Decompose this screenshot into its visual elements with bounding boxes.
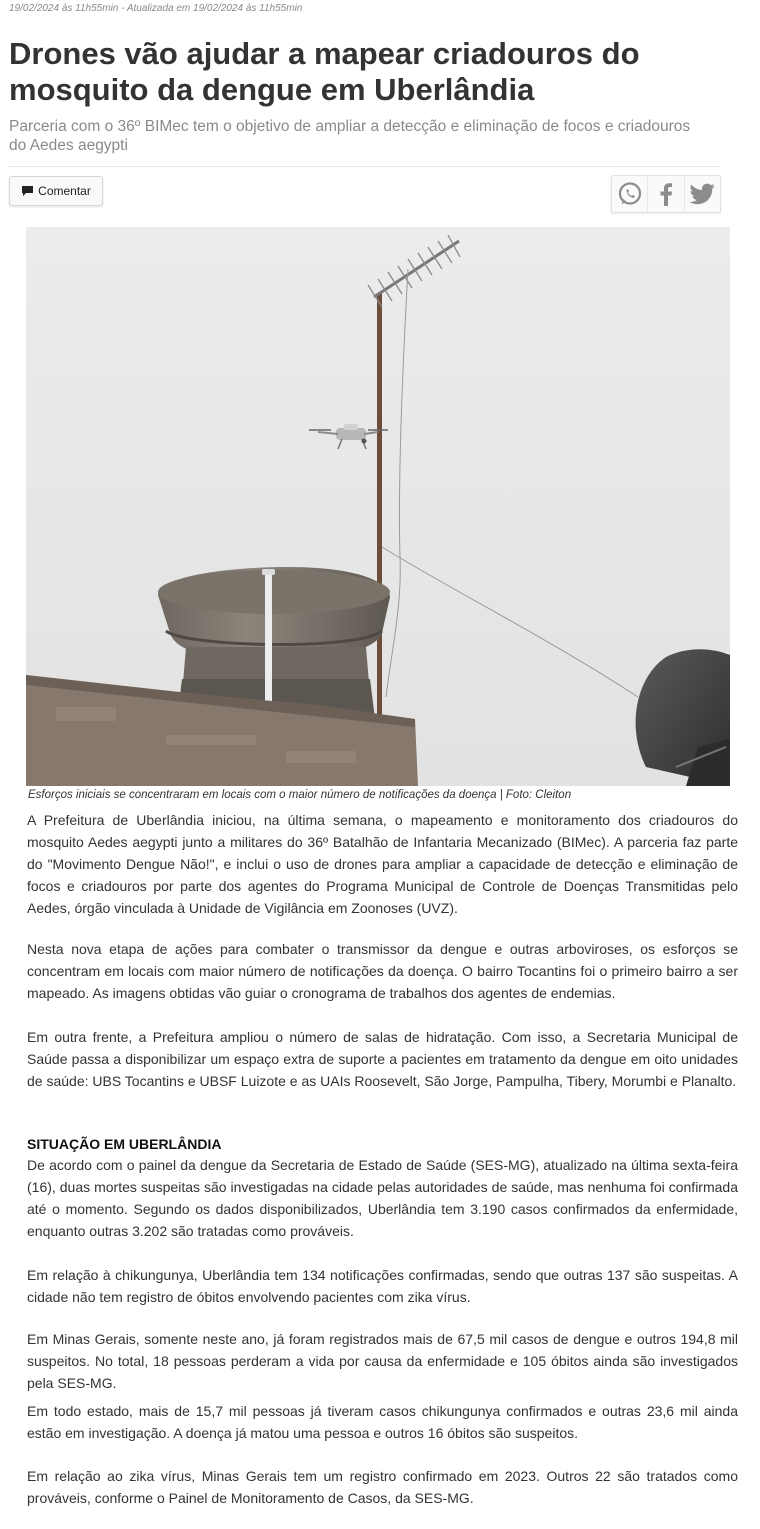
comment-button-label: Comentar [38, 184, 91, 198]
body-paragraph-7: Em todo estado, mais de 15,7 mil pessoas já tiveram casos chikungunya confirmados e outras 23,6 mil ainda estão em investigação. A doença já matou uma pessoa e outros 16 óbitos são suspeitos. [27, 1403, 738, 1441]
facebook-icon [659, 182, 673, 206]
body-paragraph-1: A Prefeitura de Uberlândia iniciou, na última semana, o mapeamento e monitoramento dos criadouros do mosquito Aedes aegypti junto a militares do 36º Batalhão de Infantaria Mecanizado (BIMec). A parceria faz parte do "Movimento Dengue Não!", e inclui o uso de drones para ampliar a capacidade de detecção e eliminação de focos e criadouros por parte dos agentes do Programa Municipal de Controle de Doenças Transmitidas pelo Aedes, órgão vinculada à Unidade de Vigilância em Zoonoses (UVZ). [27, 812, 738, 916]
share-bar [611, 175, 721, 213]
article-dateline: 19/02/2024 às 11h55min - Atualizada em 19/02/2024 às 11h55min [9, 3, 303, 14]
photo-caption: Esforços iniciais se concentraram em locais com o maior número de notificações da doença | Foto: Cleiton [28, 789, 572, 801]
share-whatsapp-button[interactable] [612, 176, 648, 212]
body-paragraph-4: De acordo com o painel da dengue da Secretaria de Estado de Saúde (SES-MG), atualizado na última sexta-feira (16), duas mortes suspeitas são investigadas na cidade pelas autoridades de saúde, mas nenhuma foi confirmada até o momento. Segundo os dados disponibilizados, Uberlândia tem 3.190 casos confirmados da enfermidade, enquanto outras 3.202 são tratadas como prováveis. [27, 1157, 738, 1239]
share-facebook-button[interactable] [648, 176, 684, 212]
body-paragraph-2: Nesta nova etapa de ações para combater o transmissor da dengue e outras arboviroses, os esforços se concentram em locais com maior número de notificações da doença. O bairro Tocantins foi o primeiro bairro a ser mapeado. As imagens obtidas vão guiar o cronograma de trabalhos dos agentes de endemias. [27, 941, 738, 1001]
whatsapp-icon [617, 181, 643, 207]
comment-button[interactable] [9, 176, 103, 206]
speech-bubble-icon [21, 185, 34, 197]
body-paragraph-8: Em relação ao zika vírus, Minas Gerais tem um registro confirmado em 2023. Outros 22 são tratados como prováveis, conforme o Painel de Monitoramento de Casos, da SES-MG. [27, 1468, 738, 1506]
body-paragraph-6: Em Minas Gerais, somente neste ano, já foram registrados mais de 67,5 mil casos de dengue e outros 194,8 mil suspeitos. No total, 18 pessoas perderam a vida por causa da enfermidade e 105 óbitos ainda são investigados pela SES-MG. [27, 1331, 738, 1391]
header-divider [9, 166, 720, 167]
body-paragraph-5: Em relação à chikungunya, Uberlândia tem 134 notificações confirmadas, sendo que outras 137 são suspeitas. A cidade não tem registro de óbitos envolvendo pacientes com zika vírus. [27, 1267, 738, 1305]
article-title: Drones vão ajudar a mapear criadouros do mosquito da dengue em Uberlândia [9, 36, 640, 107]
section-heading: SITUAÇÃO EM UBERLÂNDIA [27, 1136, 222, 1152]
drone-over-water-tank-illustration [26, 227, 730, 786]
twitter-icon [688, 183, 716, 205]
body-paragraph-3: Em outra frente, a Prefeitura ampliou o número de salas de hidratação. Com isso, a Secretaria Municipal de Saúde passa a disponibilizar um espaço extra de suporte a pacientes em tratamento da dengue em oito unidades de saúde: UBS Tocantins e UBSF Luizote e as UAIs Roosevelt, São Jorge, Pampulha, Tibery, Morumbi e Planalto. [27, 1029, 738, 1089]
share-twitter-button[interactable] [685, 176, 720, 212]
article-subtitle: Parceria com o 36º BIMec tem o objetivo de ampliar a detecção e eliminação de focos e criadouros do Aedes aegypti [9, 118, 691, 154]
article-photo [26, 227, 730, 786]
